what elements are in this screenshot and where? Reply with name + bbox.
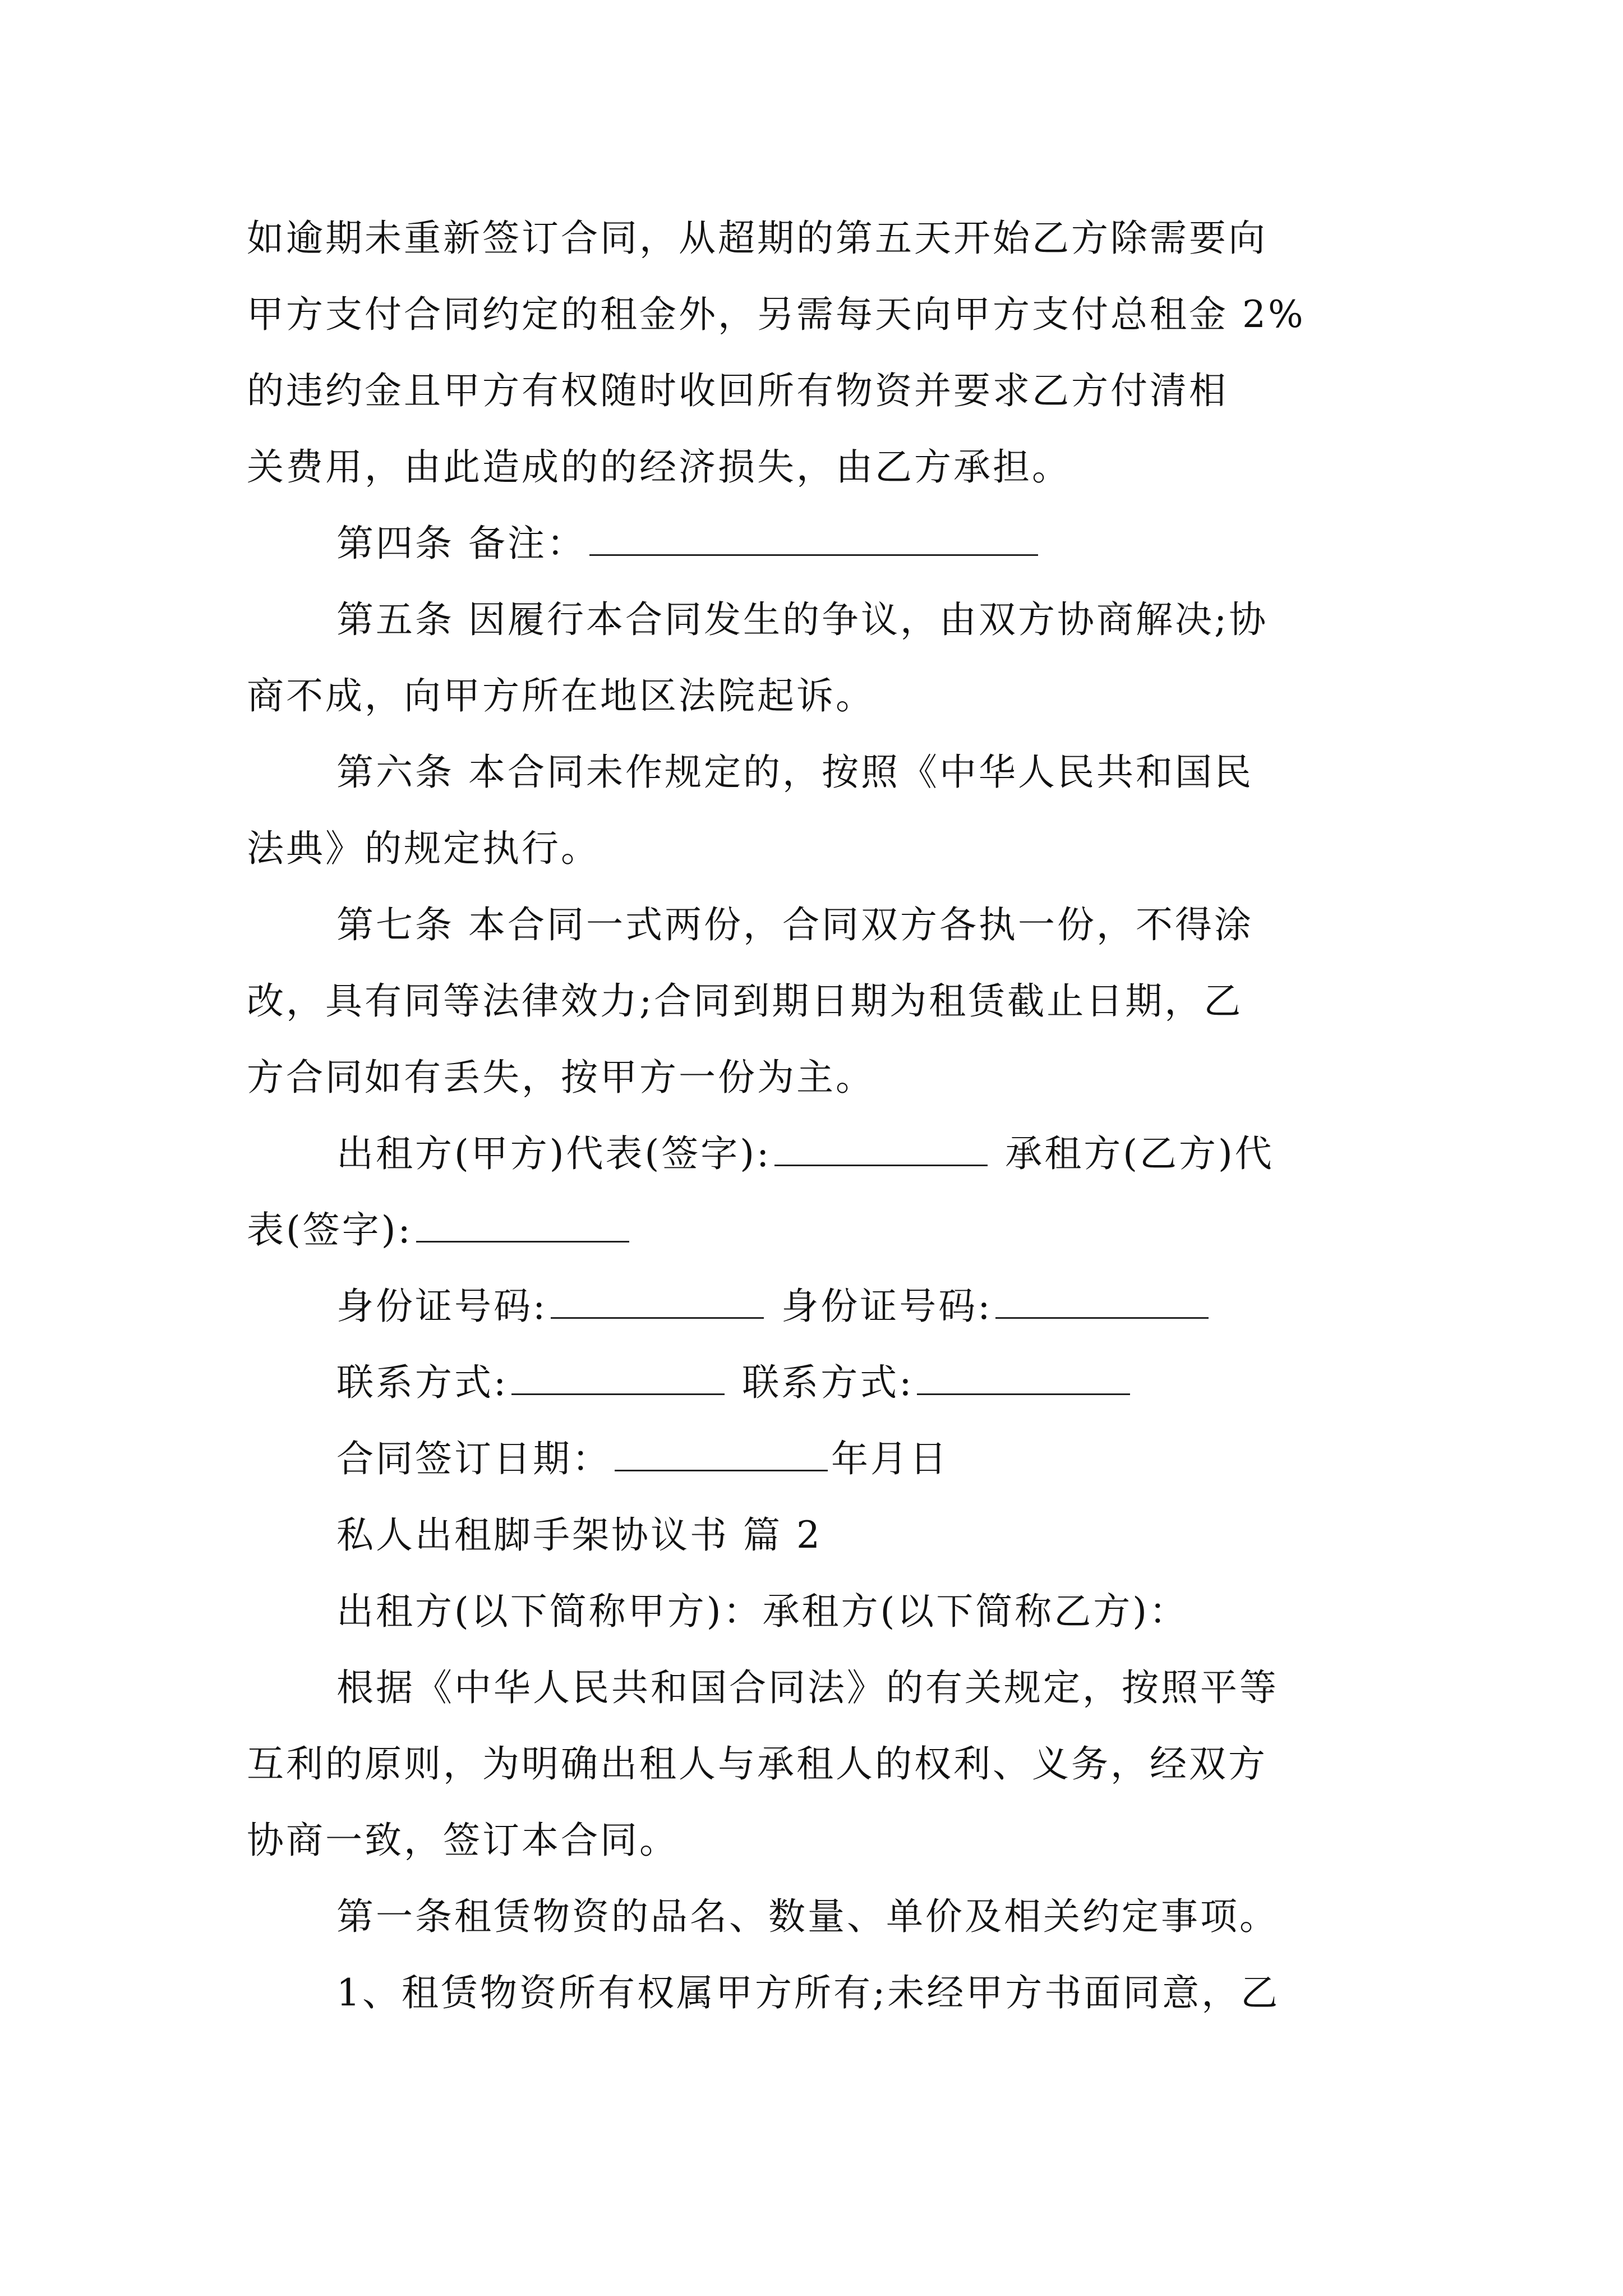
lessor-signature-label: 出租方(甲方)代表(签字): <box>336 1132 772 1175</box>
text-line: 互利的原则，为明确出租人与承租人的权利、义务，经双方 <box>247 1742 1267 1786</box>
lessee-contact-blank <box>917 1388 1130 1395</box>
lessor-contact-label: 联系方式: <box>336 1361 509 1404</box>
signature-line-cont <box>247 1208 633 1251</box>
text-line: 出租方(以下简称甲方)：承租方(以下简称乙方)： <box>336 1590 1188 1633</box>
lessor-id-label: 身份证号码: <box>336 1285 548 1328</box>
lessor-contact-blank <box>511 1388 725 1395</box>
text-line: 关费用，由此造成的的经济损失，由乙方承担。 <box>247 445 1071 489</box>
text-line: 根据《中华人民共和国合同法》的有关规定，按照平等 <box>336 1666 1279 1709</box>
text-line: 1、租赁物资所有权属甲方所有;未经甲方书面同意，乙 <box>336 1971 1280 2014</box>
signing-date-label: 合同签订日期： <box>336 1437 611 1480</box>
signature-line <box>336 1132 1274 1175</box>
clause-4-label: 第四条 备注： <box>336 522 586 565</box>
text-line: 甲方支付合同约定的租金外，另需每天向甲方支付总租金 2% <box>247 293 1306 336</box>
text-line: 的违约金且甲方有权随时收回所有物资并要求乙方付清相 <box>247 369 1228 412</box>
text-line: 第五条 因履行本合同发生的争议，由双方协商解决;协 <box>336 598 1269 641</box>
text-line: 第七条 本合同一式两份，合同双方各执一份，不得涂 <box>336 903 1253 946</box>
text-line: 方合同如有丢失，按甲方一份为主。 <box>247 1056 875 1099</box>
signing-date-line <box>336 1437 949 1480</box>
lessee-id-label: 身份证号码: <box>781 1285 993 1328</box>
lessee-signature-blank <box>416 1235 629 1243</box>
lessee-signature-label-cont: 表(签字): <box>247 1208 413 1251</box>
signing-date-suffix: 年月日 <box>831 1437 949 1480</box>
text-line: 协商一致，签订本合同。 <box>247 1819 679 1862</box>
lessee-contact-label: 联系方式: <box>742 1361 914 1404</box>
text-line: 法典》的规定执行。 <box>247 827 600 870</box>
clause-4-remarks <box>336 522 1041 565</box>
lessor-id-blank <box>551 1312 764 1319</box>
text-line: 改，具有同等法律效力;合同到期日期为租赁截止日期，乙 <box>247 979 1243 1023</box>
lessor-signature-blank <box>774 1159 988 1166</box>
lessee-id-blank <box>995 1312 1209 1319</box>
signing-date-blank <box>615 1464 828 1471</box>
lessee-signature-label: 承租方(乙方)代 <box>1005 1132 1274 1175</box>
section-heading: 私人出租脚手架协议书 篇 2 <box>336 1513 822 1557</box>
contact-line <box>336 1361 1133 1404</box>
text-line: 第一条租赁物资的品名、数量、单价及相关约定事项。 <box>336 1895 1279 1938</box>
text-line: 第六条 本合同未作规定的，按照《中华人民共和国民 <box>336 751 1253 794</box>
text-line: 商不成，向甲方所在地区法院起诉。 <box>247 674 875 717</box>
id-number-line <box>336 1285 1212 1328</box>
remarks-blank-field <box>589 549 1038 556</box>
text-line: 如逾期未重新签订合同，从超期的第五天开始乙方除需要向 <box>247 217 1267 260</box>
